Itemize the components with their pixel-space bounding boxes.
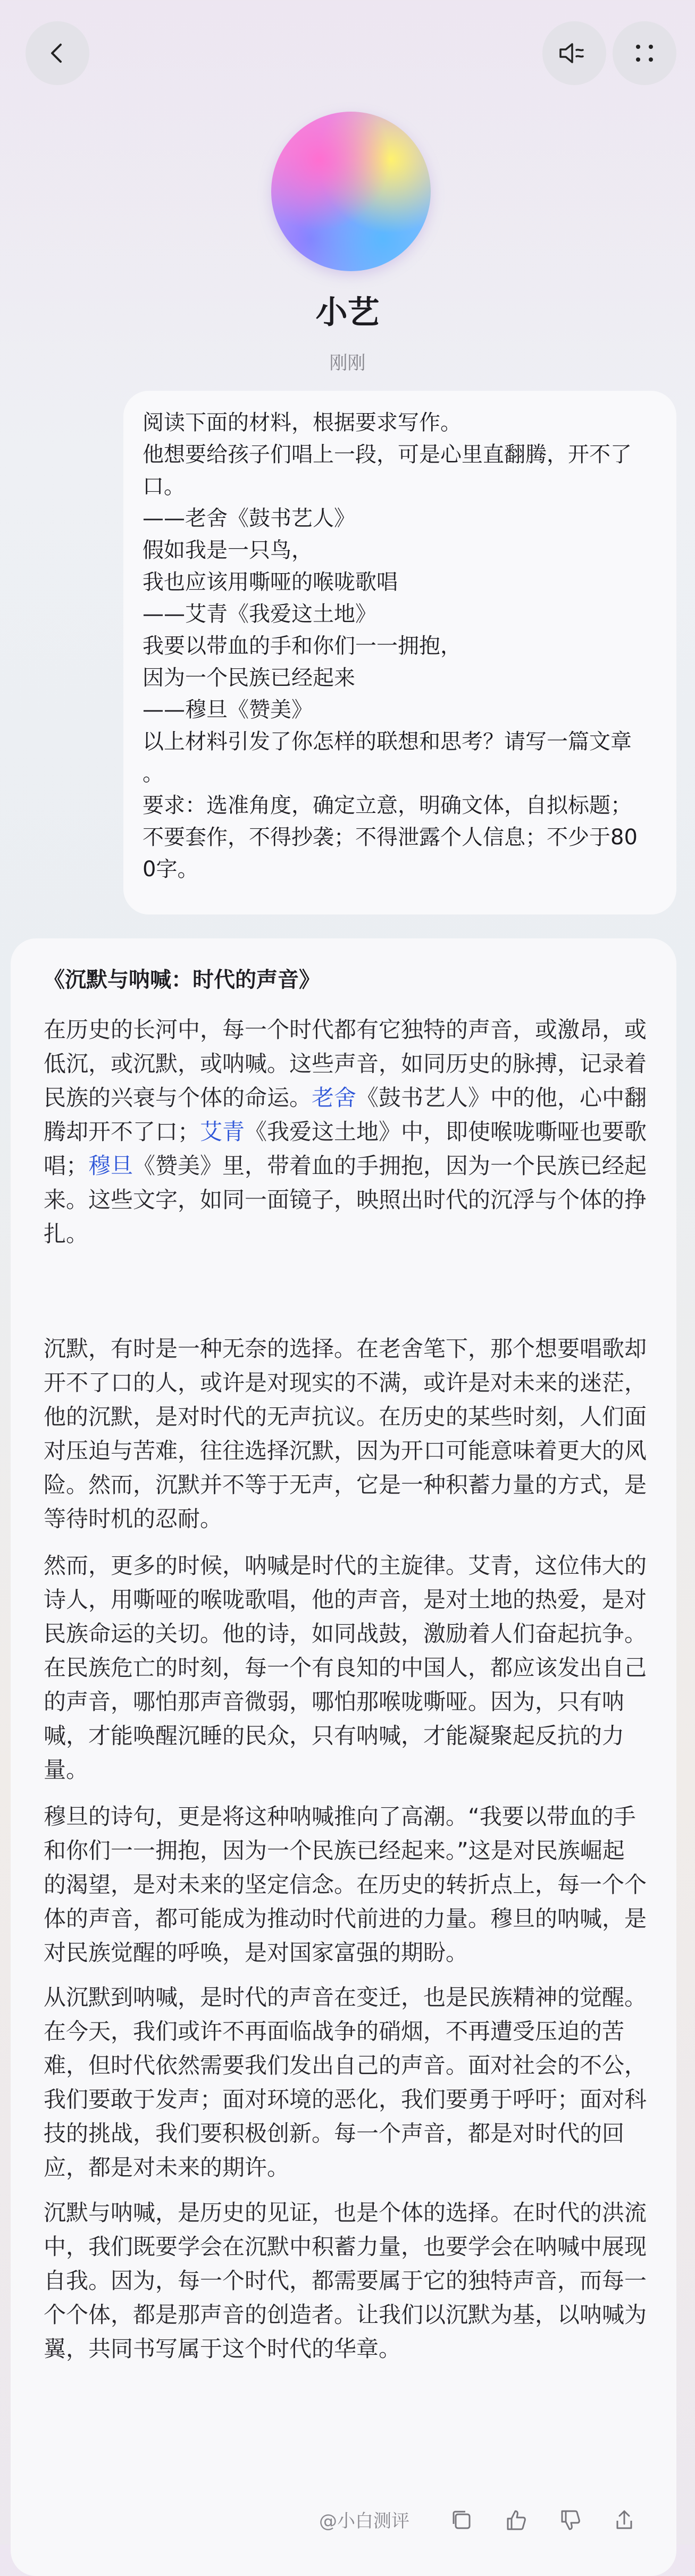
user-message-line: 口。: [143, 474, 185, 499]
user-message-line: 他想要给孩子们唱上一段，可是心里直翻腾，开不了: [143, 442, 632, 467]
paragraph-line: 在民族危亡的时刻，每一个有良知的中国人，都应该发出自己: [44, 1655, 647, 1681]
paragraph-line: 然而，更多的时候，呐喊是时代的主旋律。艾青，这位伟大的: [44, 1553, 647, 1579]
paragraph-line: 我们要敢于发声；面对环境的恶化，我们要勇于呼吁；面对科: [44, 2086, 647, 2112]
paragraph-line: 扎。: [44, 1221, 89, 1247]
user-message-line: 因为一个民族已经起来: [143, 666, 355, 690]
text-run: 《我爱这土地》中，即使喉咙嘶哑也要歌: [245, 1119, 647, 1145]
reply-action-bar: [0, 2499, 695, 2545]
user-message-line: ——穆旦《赞美》: [143, 698, 313, 722]
paragraph-line: 他的沉默，是对时代的无声抗议。在历史的某些时刻，人们面: [44, 1404, 647, 1430]
paragraph-line: 在历史的长河中，每一个时代都有它独特的声音，或激昂，或: [44, 1017, 647, 1043]
more-options-button[interactable]: [613, 21, 676, 85]
watermark-text: @小白测评: [319, 2511, 409, 2532]
essay-paragraph-2: [44, 1332, 655, 1536]
sound-toggle-button[interactable]: [542, 21, 606, 85]
paragraph-line: 技的挑战，我们要积极创新。每一个声音，都是对时代的回: [44, 2120, 625, 2146]
author-link-lao-she[interactable]: 老舍: [312, 1085, 357, 1111]
paragraph-line: 在今天，我们或许不再面临战争的硝烟，不再遭受压迫的苦: [44, 2018, 625, 2044]
paragraph-line: 来。这些文字，如同一面镜子，映照出时代的沉浮与个体的挣: [44, 1187, 647, 1213]
paragraph-line: 应，都是对未来的期许。: [44, 2154, 290, 2180]
paragraph-line: 的渴望，是对未来的坚定信念。在历史的转折点上，每一个个: [44, 1872, 647, 1898]
essay-paragraph-5: [44, 1981, 655, 2185]
paragraph-line: 难，但时代依然需要我们发出自己的声音。面对社会的不公，: [44, 2052, 647, 2078]
share-icon[interactable]: [609, 2505, 639, 2535]
user-message-line: ——老舍《鼓书艺人》: [143, 506, 355, 531]
user-message-line: ——艾青《我爱这土地》: [143, 602, 376, 626]
paragraph-line: 从沉默到呐喊，是时代的声音在变迁，也是民族精神的觉醒。: [44, 1984, 647, 2010]
paragraph-line: 低沉，或沉默，或呐喊。这些声音，如同历史的脉搏，记录着: [44, 1051, 647, 1077]
paragraph-line: 体的声音，都可能成为推动时代前进的力量。穆旦的呐喊，是: [44, 1906, 647, 1932]
paragraph-line: 险。然而，沉默并不等于无声，它是一种积蓄力量的方式，是: [44, 1472, 647, 1498]
assistant-reply-card[interactable]: [11, 938, 676, 2576]
thumbs-up-icon[interactable]: [501, 2505, 531, 2535]
author-link-mu-dan[interactable]: 穆旦: [88, 1153, 133, 1179]
essay-paragraph-4: [44, 1800, 655, 1970]
user-message-line: 我要以带血的手和你们一一拥抱，: [143, 634, 462, 658]
user-message-line: 要求：选准角度，确定立意，明确文体，自拟标题；: [143, 793, 632, 818]
assistant-avatar: [271, 112, 431, 271]
user-message-line: 。: [143, 761, 164, 786]
user-message-bubble[interactable]: [123, 391, 676, 914]
paragraph-line: [44, 1149, 655, 1183]
text-run: 《鼓书艺人》中的他，心中翻: [356, 1085, 647, 1111]
essay-title: 《沉默与呐喊：时代的声音》: [44, 968, 320, 992]
paragraph-line: 民族命运的关切。他的诗，如同战鼓，激励着人们奋起抗争。: [44, 1621, 647, 1647]
essay-paragraph-6: [44, 2196, 655, 2366]
paragraph-line: 诗人，用嘶哑的喉咙歌唱，他的声音，是对土地的热爱，是对: [44, 1587, 647, 1613]
paragraph-line: 穆旦的诗句，更是将这种呐喊推向了高潮。“我要以带血的手: [44, 1803, 636, 1830]
paragraph-line: 沉默，有时是一种无奈的选择。在老舍笔下，那个想要唱歌却: [44, 1336, 647, 1362]
paragraph-line: 自我。因为，每一个时代，都需要属于它的独特声音，而每一: [44, 2268, 647, 2294]
essay-paragraph-1: [44, 1013, 655, 1251]
paragraph-line: 开不了口的人，或许是对现实的不满，或许是对未来的迷茫，: [44, 1370, 647, 1396]
paragraph-line: 喊，才能唤醒沉睡的民众，只有呐喊，才能凝聚起反抗的力: [44, 1723, 625, 1749]
essay-paragraph-3: [44, 1549, 655, 1787]
paragraph-line: 等待时机的忍耐。: [44, 1506, 223, 1532]
author-link-ai-qing[interactable]: 艾青: [200, 1119, 245, 1145]
back-button[interactable]: [26, 21, 89, 85]
paragraph-line: 对民族觉醒的呼唤，是对国家富强的期盼。: [44, 1940, 468, 1966]
assistant-name: 小艺: [315, 294, 380, 331]
paragraph-line: 中，我们既要学会在沉默中积蓄力量，也要学会在呐喊中展现: [44, 2234, 647, 2260]
speaker-icon: [557, 40, 591, 66]
paragraph-line: [44, 1115, 655, 1149]
copy-icon[interactable]: [447, 2505, 476, 2535]
user-message-line: 0字。: [143, 857, 199, 882]
top-bar: [0, 0, 695, 106]
paragraph-line: [44, 1081, 655, 1115]
paragraph-line: 沉默与呐喊，是历史的见证，也是个体的选择。在时代的洪流: [44, 2200, 647, 2226]
user-message-line: 不要套作，不得抄袭；不得泄露个人信息；不少于80: [143, 825, 638, 850]
paragraph-line: 翼，共同书写属于这个时代的华章。: [44, 2336, 401, 2362]
paragraph-line: 个个体，都是那声音的创造者。让我们以沉默为基，以呐喊为: [44, 2302, 647, 2328]
message-timestamp: 刚刚: [329, 353, 366, 374]
thumbs-down-icon[interactable]: [555, 2505, 585, 2535]
paragraph-line: 的声音，哪怕那声音微弱，哪怕那喉咙嘶哑。因为，只有呐: [44, 1689, 625, 1715]
text-run: 民族的兴衰与个体的命运。: [44, 1085, 312, 1111]
user-message-line: 以上材料引发了你怎样的联想和思考？请写一篇文章: [143, 729, 632, 754]
user-message-line: 我也应该用嘶哑的喉咙歌唱: [143, 570, 398, 594]
chevron-left-icon: [45, 40, 70, 66]
paragraph-line: 量。: [44, 1757, 89, 1783]
paragraph-line: 和你们一一拥抱，因为一个民族已经起来。”这是对民族崛起: [44, 1837, 625, 1864]
more-dots-icon: [632, 40, 657, 66]
text-run: 唱；: [44, 1153, 89, 1179]
user-message-line: 假如我是一只鸟，: [143, 538, 313, 563]
user-message-line: 阅读下面的材料，根据要求写作。: [143, 410, 462, 435]
paragraph-line: 对压迫与苦难，往往选择沉默，因为开口可能意味着更大的风: [44, 1438, 647, 1464]
text-run: 《赞美》里，带着血的手拥抱，因为一个民族已经起: [133, 1153, 647, 1179]
text-run: 腾却开不了口；: [44, 1119, 200, 1145]
